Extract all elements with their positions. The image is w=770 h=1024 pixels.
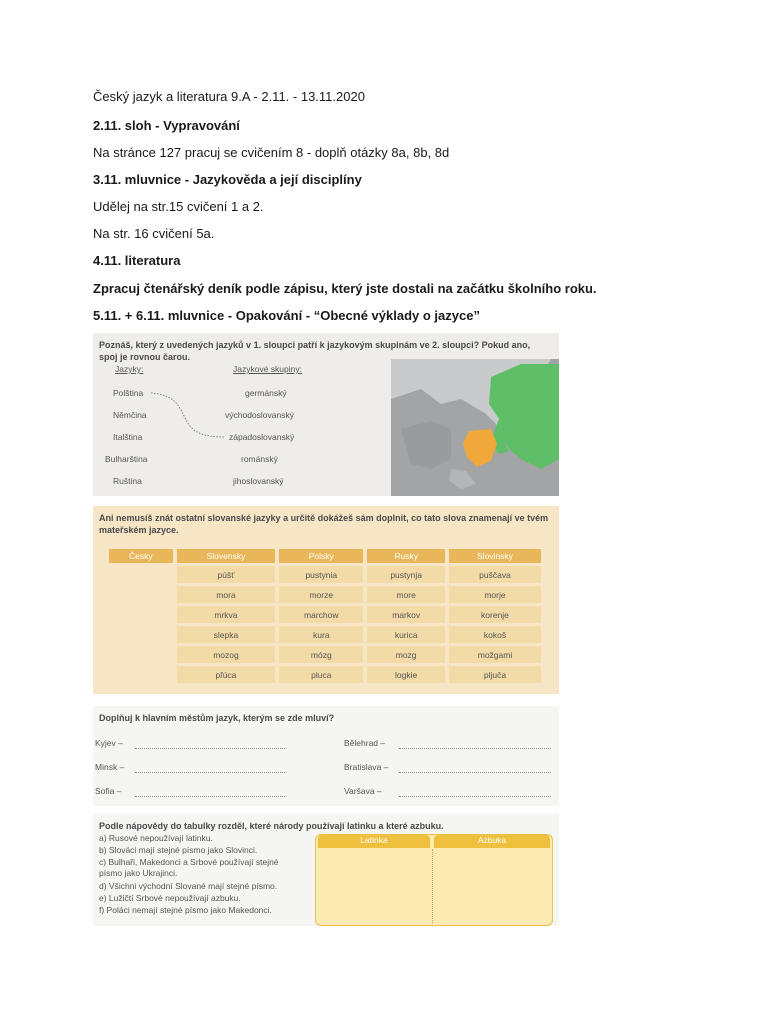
table-header: Česky	[109, 549, 173, 563]
table-header: Slovensky	[177, 549, 276, 563]
table-cell: mozog	[177, 646, 276, 663]
task-heading-mluvnice-1: 3.11. mluvnice - Jazykověda a její disciplíny	[93, 172, 362, 187]
table-cell: mrkva	[177, 606, 276, 623]
task-text-literatura: Zpracuj čtenářský deník podle zápisu, který jste dostali na začátku školního roku.	[93, 281, 597, 296]
answer-table	[315, 834, 553, 926]
table-cell: pljuča	[449, 666, 541, 683]
table-cell: logkie	[367, 666, 445, 683]
table-cell: kurica	[367, 626, 445, 643]
heading-date-range: Český jazyk a literatura 9.A - 2.11. - 13.11.2020	[93, 89, 365, 104]
table-cell: pluca	[279, 666, 363, 683]
column-header-latin: Latinka	[318, 835, 430, 848]
hint-item: d) Všichni východní Slované mají stejné písmo.	[99, 881, 278, 891]
task-heading-literatura: 4.11. literatura	[93, 253, 181, 268]
exercise-question: Poznáš, který z uvedených jazyků v 1. sloupci patří k jazykovým skupinám ve 2. sloupci? Pokud ano, spoj je rovnou čarou.	[99, 340, 531, 362]
answer-cell[interactable]	[109, 586, 173, 603]
hint-item: e) Lužičtí Srbové nepoužívají azbuku.	[99, 893, 241, 903]
table-cell: morje	[449, 586, 541, 603]
column-divider	[432, 849, 433, 923]
task-text-mluvnice-1b: Na str. 16 cvičení 5a.	[93, 226, 215, 241]
column-header-languages: Jazyky:	[115, 364, 144, 374]
table-cell: korenje	[449, 606, 541, 623]
answer-cell[interactable]	[109, 626, 173, 643]
answer-line[interactable]	[135, 748, 285, 749]
answer-line[interactable]	[399, 748, 551, 749]
task-text-mluvnice-1a: Udělej na str.15 cvičení 1 a 2.	[93, 199, 264, 214]
task-heading-sloh: 2.11. sloh - Vypravování	[93, 118, 240, 133]
answer-cell[interactable]	[109, 646, 173, 663]
table-cell: puščava	[449, 566, 541, 583]
table-cell: pustynja	[367, 566, 445, 583]
table-row	[109, 626, 541, 643]
table-cell: mora	[177, 586, 276, 603]
table-cell: možgami	[449, 646, 541, 663]
answer-cell[interactable]	[109, 566, 173, 583]
task-heading-mluvnice-2: 5.11. + 6.11. mluvnice - Opakování - “Obecné výklady o jazyce”	[93, 308, 480, 323]
city-label: Bratislava –	[344, 762, 389, 772]
exercise-capitals	[93, 706, 559, 806]
group-item: jihoslovanský	[233, 476, 284, 486]
exercise-question: Doplňuj k hlavním městům jazyk, kterým se zde mluví?	[99, 713, 335, 723]
table-row	[109, 606, 541, 623]
exercise-scripts	[93, 814, 559, 926]
city-label: Kyjev –	[95, 738, 123, 748]
language-item: Ruština	[113, 476, 142, 486]
exercise-language-groups	[93, 333, 559, 496]
table-cell: slepka	[177, 626, 276, 643]
column-header-groups: Jazykové skupiny:	[233, 364, 302, 374]
answer-cell[interactable]	[109, 606, 173, 623]
exercise-question: Ani nemusíš znát ostatní slovanské jazyky a určitě dokážeš sám doplnit, co tato slova znamenají ve tvém mateřském jazyce.	[99, 513, 549, 535]
group-item: románský	[241, 454, 278, 464]
answer-line[interactable]	[399, 796, 551, 797]
task-text-sloh: Na stránce 127 pracuj se cvičením 8 - doplň otázky 8a, 8b, 8d	[93, 145, 450, 160]
language-item: Italština	[113, 432, 143, 442]
words-table	[105, 546, 545, 686]
cyrillic-answer-area[interactable]	[436, 851, 548, 921]
hint-item: a) Rusové nepoužívají latinku.	[99, 833, 213, 843]
table-header: Polsky	[279, 549, 363, 563]
table-cell: pľúca	[177, 666, 276, 683]
city-label: Varšava –	[344, 786, 382, 796]
answer-line[interactable]	[135, 796, 285, 797]
language-item: Polština	[113, 388, 144, 398]
latin-answer-area[interactable]	[320, 851, 430, 921]
table-row	[109, 646, 541, 663]
table-row	[109, 586, 541, 603]
column-header-cyrillic: Azbuka	[434, 835, 550, 848]
table-cell: morze	[279, 586, 363, 603]
table-cell: pustynia	[279, 566, 363, 583]
answer-line[interactable]	[135, 772, 285, 773]
table-cell: markov	[367, 606, 445, 623]
language-item: Němčina	[113, 410, 147, 420]
table-cell: púšť	[177, 566, 276, 583]
table-cell: marchow	[279, 606, 363, 623]
group-item: západoslovanský	[229, 432, 295, 442]
answer-cell[interactable]	[109, 666, 173, 683]
city-label: Minsk –	[95, 762, 125, 772]
table-row	[109, 566, 541, 583]
europe-map-image	[391, 359, 559, 496]
exercise-slavic-words	[93, 506, 559, 694]
table-cell: mózg	[279, 646, 363, 663]
table-cell: kura	[279, 626, 363, 643]
hint-item: c) Bulhaři, Makedonci a Srbové používají stejné písmo jako Ukrajinci.	[99, 857, 279, 878]
hint-item: b) Slováci mají stejné písmo jako Slovinci.	[99, 845, 258, 855]
city-label: Sofia –	[95, 786, 122, 796]
group-item: germánský	[245, 388, 287, 398]
table-cell: kokoš	[449, 626, 541, 643]
table-header: Rusky	[367, 549, 445, 563]
connecting-line	[93, 333, 393, 496]
language-item: Bulharština	[105, 454, 148, 464]
group-item: východoslovanský	[225, 410, 294, 420]
table-cell: mozg	[367, 646, 445, 663]
answer-line[interactable]	[399, 772, 551, 773]
city-label: Bělehrad –	[344, 738, 386, 748]
exercise-question: Podle nápovědy do tabulky rozděl, které národy používají latinku a které azbuku.	[99, 821, 444, 831]
table-cell: more	[367, 586, 445, 603]
table-header: Slovinsky	[449, 549, 541, 563]
table-row	[109, 666, 541, 683]
hint-item: f) Poláci nemají stejné písmo jako Makedonci.	[99, 905, 272, 915]
